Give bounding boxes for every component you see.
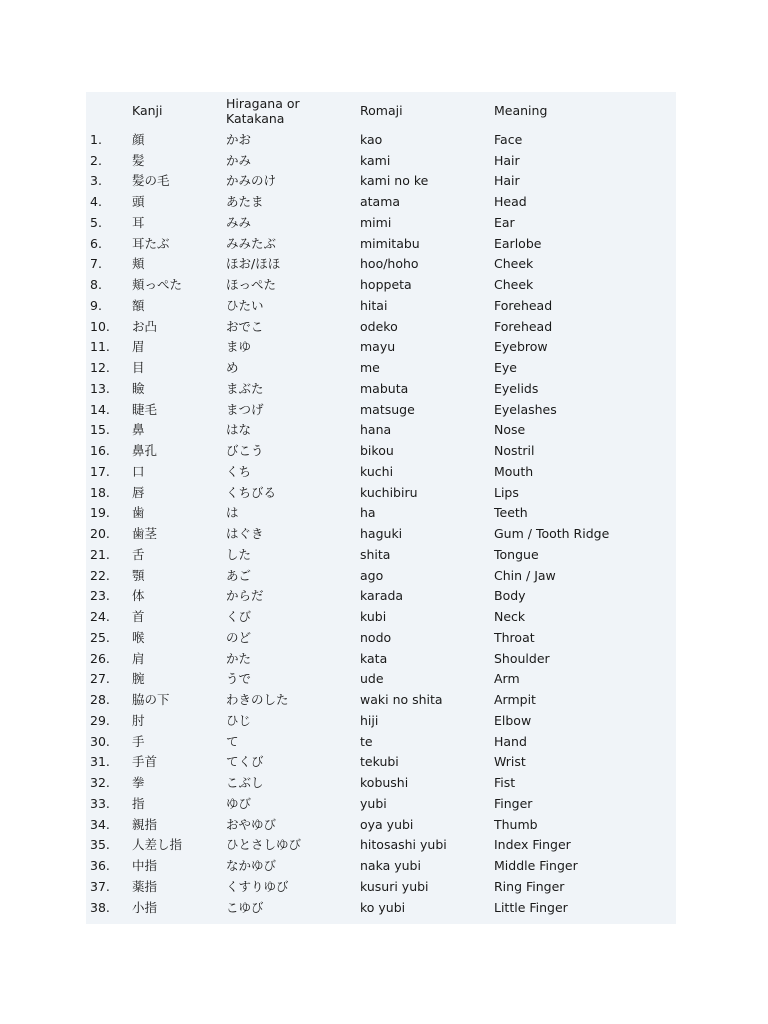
cell-kana: みみ (226, 214, 252, 230)
cell-meaning: Eyebrow (494, 339, 548, 355)
table-row (86, 503, 676, 524)
cell-romaji: kami (360, 152, 391, 168)
cell-number: 35. (90, 837, 110, 853)
cell-romaji: yubi (360, 795, 387, 811)
cell-kana: かた (226, 650, 252, 666)
cell-number: 25. (90, 629, 110, 645)
table-row (86, 254, 676, 275)
cell-meaning: Armpit (494, 692, 536, 708)
cell-kanji: 歯茎 (132, 526, 158, 542)
cell-kana: みみたぶ (226, 235, 277, 251)
cell-romaji: ko yubi (360, 899, 406, 915)
cell-meaning: Thumb (494, 816, 538, 832)
cell-romaji: naka yubi (360, 858, 421, 874)
cell-meaning: Throat (494, 629, 535, 645)
cell-kana: ひじ (226, 712, 252, 728)
cell-romaji: mayu (360, 339, 396, 355)
table-row (86, 233, 676, 254)
cell-romaji: kobushi (360, 775, 409, 791)
cell-meaning: Face (494, 131, 523, 147)
cell-kana: わきのした (226, 692, 289, 708)
cell-number: 30. (90, 733, 110, 749)
cell-meaning: Eyelashes (494, 401, 557, 417)
cell-kana: まつげ (226, 401, 264, 417)
cell-meaning: Hand (494, 733, 527, 749)
cell-kanji: 脇の下 (132, 692, 170, 708)
cell-number: 32. (90, 775, 110, 791)
table-row (86, 212, 676, 233)
cell-meaning: Ear (494, 214, 515, 230)
cell-kana: くすりゆび (226, 878, 289, 894)
vocabulary-table (86, 92, 676, 918)
cell-meaning: Hair (494, 152, 520, 168)
table-row (86, 814, 676, 835)
cell-number: 12. (90, 360, 110, 376)
table-row (86, 316, 676, 337)
cell-kanji: 人差し指 (132, 837, 183, 853)
cell-kanji: 肘 (132, 712, 145, 728)
cell-number: 17. (90, 463, 110, 479)
cell-meaning: Teeth (494, 505, 528, 521)
cell-kana: こぶし (226, 775, 264, 791)
cell-kana: くち (226, 463, 252, 479)
cell-romaji: hana (360, 422, 392, 438)
header-kanji: Kanji (132, 103, 163, 118)
cell-kana: おやゆび (226, 816, 277, 832)
table-row (86, 772, 676, 793)
cell-meaning: Index Finger (494, 837, 571, 853)
cell-meaning: Mouth (494, 463, 534, 479)
table-row (86, 461, 676, 482)
cell-kana: した (226, 546, 252, 562)
cell-number: 36. (90, 858, 110, 874)
cell-number: 19. (90, 505, 110, 521)
cell-number: 29. (90, 712, 110, 728)
cell-romaji: mimi (360, 214, 392, 230)
cell-romaji: tekubi (360, 754, 399, 770)
cell-kanji: 薬指 (132, 878, 158, 894)
cell-meaning: Ring Finger (494, 878, 565, 894)
table-row (86, 295, 676, 316)
cell-number: 21. (90, 546, 110, 562)
table-row (86, 544, 676, 565)
table-row (86, 752, 676, 773)
cell-kanji: 腕 (132, 671, 145, 687)
cell-meaning: Finger (494, 795, 533, 811)
cell-kanji: 顎 (132, 567, 145, 583)
cell-kanji: 耳たぶ (132, 235, 170, 251)
table-row (86, 731, 676, 752)
header-meaning: Meaning (494, 103, 548, 118)
cell-kana: ほっぺた (226, 277, 277, 293)
cell-kanji: 喉 (132, 629, 145, 645)
cell-romaji: shita (360, 546, 391, 562)
cell-meaning: Elbow (494, 712, 532, 728)
cell-number: 1. (90, 131, 102, 147)
cell-kana: こゆび (226, 899, 264, 915)
cell-romaji: kubi (360, 609, 387, 625)
cell-kanji: 唇 (132, 484, 145, 500)
cell-number: 5. (90, 214, 102, 230)
cell-romaji: mimitabu (360, 235, 420, 251)
cell-kana: うで (226, 671, 252, 687)
cell-romaji: me (360, 360, 380, 376)
cell-meaning: Chin / Jaw (494, 567, 556, 583)
cell-number: 23. (90, 588, 110, 604)
cell-number: 18. (90, 484, 110, 500)
cell-romaji: te (360, 733, 373, 749)
cell-meaning: Tongue (494, 546, 539, 562)
cell-kanji: 頬 (132, 256, 145, 272)
table-row (86, 357, 676, 378)
cell-meaning: Forehead (494, 318, 553, 334)
cell-kanji: 舌 (132, 546, 145, 562)
cell-kana: あご (226, 567, 252, 583)
cell-kanji: 目 (132, 360, 145, 376)
cell-romaji: hoppeta (360, 277, 412, 293)
cell-romaji: kao (360, 131, 383, 147)
cell-kanji: 頭 (132, 194, 145, 210)
cell-number: 10. (90, 318, 110, 334)
cell-kanji: お凸 (132, 318, 158, 334)
cell-number: 20. (90, 526, 110, 542)
header-number (86, 92, 132, 129)
cell-number: 33. (90, 795, 110, 811)
cell-romaji: hiji (360, 712, 379, 728)
cell-meaning: Forehead (494, 297, 553, 313)
cell-meaning: Lips (494, 484, 519, 500)
table-row (86, 274, 676, 295)
cell-romaji: odeko (360, 318, 398, 334)
cell-kana: はな (226, 422, 252, 438)
cell-romaji: oya yubi (360, 816, 414, 832)
table-body (86, 129, 676, 918)
table-row (86, 482, 676, 503)
cell-romaji: haguki (360, 526, 403, 542)
cell-kanji: 額 (132, 297, 145, 313)
table-row (86, 399, 676, 420)
cell-kanji: 顔 (132, 131, 145, 147)
cell-kanji: 体 (132, 588, 145, 604)
table-row (86, 191, 676, 212)
cell-kana: かみ (226, 152, 252, 168)
table-row (86, 420, 676, 441)
cell-kana: かみのけ (226, 173, 277, 189)
cell-romaji: mabuta (360, 380, 409, 396)
cell-kana: くちびる (226, 484, 277, 500)
cell-romaji: nodo (360, 629, 392, 645)
cell-number: 26. (90, 650, 110, 666)
cell-kana: はぐき (226, 526, 264, 542)
cell-meaning: Fist (494, 775, 516, 791)
cell-kanji: 髪の毛 (132, 173, 170, 189)
cell-kanji: 首 (132, 609, 145, 625)
table-row (86, 835, 676, 856)
cell-kana: め (226, 360, 239, 376)
cell-meaning: Cheek (494, 277, 534, 293)
cell-kanji: 耳 (132, 214, 145, 230)
cell-kana: からだ (226, 588, 264, 604)
cell-kanji: 髪 (132, 152, 145, 168)
cell-number: 16. (90, 443, 110, 459)
vocabulary-table-container (86, 92, 676, 924)
cell-kana: は (226, 505, 239, 521)
cell-kana: ほお/ほほ (226, 256, 281, 272)
cell-kana: のど (226, 629, 252, 645)
table-row (86, 337, 676, 358)
table-row (86, 606, 676, 627)
cell-meaning: Hair (494, 173, 520, 189)
cell-kanji: 小指 (132, 899, 158, 915)
cell-number: 6. (90, 235, 102, 251)
cell-meaning: Nose (494, 422, 526, 438)
cell-meaning: Eye (494, 360, 517, 376)
cell-kana: おでこ (226, 318, 264, 334)
cell-number: 31. (90, 754, 110, 770)
cell-meaning: Cheek (494, 256, 534, 272)
table-row (86, 150, 676, 171)
cell-romaji: hitai (360, 297, 388, 313)
cell-kana: なかゆび (226, 858, 277, 874)
cell-meaning: Arm (494, 671, 520, 687)
cell-number: 24. (90, 609, 110, 625)
cell-meaning: Body (494, 588, 526, 604)
cell-kana: ひたい (226, 297, 264, 313)
cell-number: 11. (90, 339, 110, 355)
cell-kana: まゆ (226, 339, 252, 355)
cell-kanji: 頬っぺた (132, 277, 183, 293)
cell-number: 27. (90, 671, 110, 687)
header-row (86, 92, 676, 129)
cell-number: 14. (90, 401, 110, 417)
cell-romaji: bikou (360, 443, 394, 459)
cell-romaji: ago (360, 567, 384, 583)
cell-kana: て (226, 733, 239, 749)
table-row (86, 793, 676, 814)
table-row (86, 523, 676, 544)
cell-kana: びこう (226, 443, 264, 459)
cell-meaning: Head (494, 194, 527, 210)
cell-meaning: Nostril (494, 443, 535, 459)
cell-romaji: kami no ke (360, 173, 429, 189)
table-row (86, 897, 676, 918)
cell-kanji: 鼻孔 (132, 443, 158, 459)
table-row (86, 648, 676, 669)
table-row (86, 627, 676, 648)
table-header (86, 92, 676, 129)
cell-number: 34. (90, 816, 110, 832)
cell-meaning: Neck (494, 609, 526, 625)
cell-kana: まぶた (226, 380, 264, 396)
cell-romaji: karada (360, 588, 404, 604)
cell-romaji: hoo/hoho (360, 256, 419, 272)
cell-number: 38. (90, 899, 110, 915)
cell-romaji: waki no shita (360, 692, 443, 708)
cell-romaji: ha (360, 505, 376, 521)
table-row (86, 710, 676, 731)
cell-kanji: 鼻 (132, 422, 145, 438)
cell-number: 4. (90, 194, 102, 210)
table-row (86, 565, 676, 586)
cell-meaning: Eyelids (494, 380, 539, 396)
cell-number: 9. (90, 297, 102, 313)
cell-romaji: kata (360, 650, 388, 666)
cell-kana: くび (226, 609, 252, 625)
cell-kanji: 睫毛 (132, 401, 158, 417)
cell-romaji: kusuri yubi (360, 878, 429, 894)
cell-kana: てくび (226, 754, 264, 770)
cell-number: 22. (90, 567, 110, 583)
table-row (86, 876, 676, 897)
cell-number: 7. (90, 256, 102, 272)
cell-kanji: 歯 (132, 505, 145, 521)
table-row (86, 171, 676, 192)
cell-romaji: ude (360, 671, 384, 687)
cell-meaning: Wrist (494, 754, 526, 770)
cell-kanji: 中指 (132, 858, 158, 874)
cell-kanji: 瞼 (132, 380, 145, 396)
cell-kanji: 手首 (132, 754, 158, 770)
cell-meaning: Middle Finger (494, 858, 578, 874)
cell-number: 3. (90, 173, 102, 189)
cell-kanji: 肩 (132, 650, 145, 666)
cell-kana: あたま (226, 194, 264, 210)
table-row (86, 378, 676, 399)
cell-romaji: matsuge (360, 401, 415, 417)
table-row (86, 689, 676, 710)
header-kana: Hiragana or Katakana (226, 95, 300, 126)
cell-meaning: Earlobe (494, 235, 542, 251)
table-row (86, 440, 676, 461)
table-row (86, 669, 676, 690)
cell-number: 15. (90, 422, 110, 438)
table-row (86, 129, 676, 150)
table-row (86, 855, 676, 876)
cell-number: 8. (90, 277, 102, 293)
cell-kanji: 指 (132, 795, 145, 811)
cell-kanji: 手 (132, 733, 145, 749)
cell-romaji: atama (360, 194, 401, 210)
cell-meaning: Gum / Tooth Ridge (494, 526, 610, 542)
cell-kana: ゆび (226, 795, 252, 811)
cell-kana: ひとさしゆび (226, 837, 302, 853)
cell-romaji: kuchibiru (360, 484, 418, 500)
cell-kanji: 眉 (132, 339, 145, 355)
cell-number: 37. (90, 878, 110, 894)
cell-kanji: 口 (132, 463, 145, 479)
cell-kana: かお (226, 131, 252, 147)
cell-romaji: kuchi (360, 463, 394, 479)
cell-number: 28. (90, 692, 110, 708)
cell-meaning: Little Finger (494, 899, 568, 915)
cell-number: 2. (90, 152, 102, 168)
cell-number: 13. (90, 380, 110, 396)
table-row (86, 586, 676, 607)
cell-kanji: 拳 (132, 775, 145, 791)
header-romaji: Romaji (360, 103, 403, 118)
cell-kanji: 親指 (132, 816, 158, 832)
cell-romaji: hitosashi yubi (360, 837, 447, 853)
cell-meaning: Shoulder (494, 650, 550, 666)
